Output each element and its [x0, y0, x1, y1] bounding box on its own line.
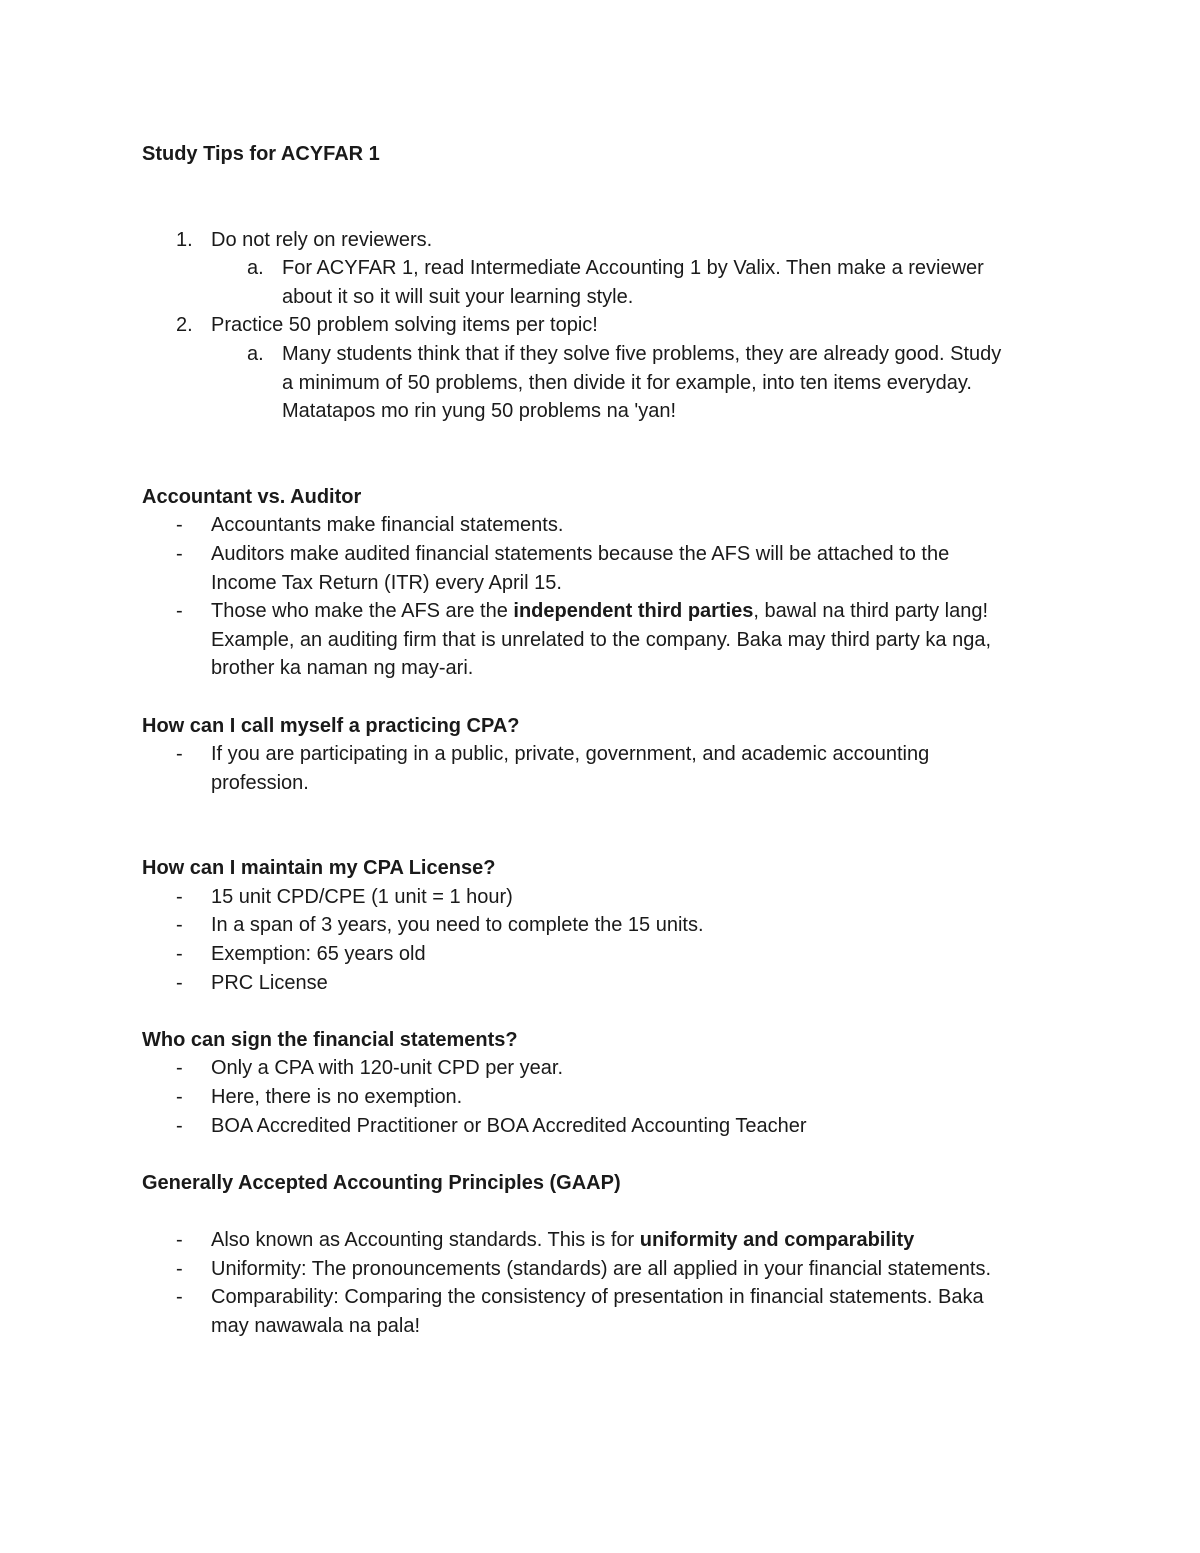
bullet-item	[142, 969, 1072, 998]
bold-text: independent third parties	[513, 600, 754, 623]
bullet-marker: -	[176, 542, 183, 565]
list-marker: 2.	[176, 314, 193, 337]
bullet-line: profession.	[211, 771, 309, 794]
bullet-marker: -	[176, 971, 183, 994]
bullet-text: Those who make the AFS are the	[211, 600, 514, 623]
bullet-line: may nawawala na pala!	[211, 1314, 421, 1337]
bullet-item	[142, 1083, 1072, 1112]
bullet-text: , bawal na third party lang!	[753, 600, 989, 623]
bullet-item	[142, 883, 1072, 912]
spacer	[142, 1140, 1072, 1169]
bullet-marker: -	[176, 1229, 183, 1251]
list-item-text: Practice 50 problem solving items per topic!	[211, 314, 598, 337]
bullet-line	[211, 1226, 1072, 1255]
bullet-line: Comparability: Comparing the consistency of presentation in financial statements. Baka	[211, 1286, 984, 1309]
bullet-item	[142, 1255, 1072, 1284]
bullet-line	[211, 597, 1072, 626]
bullet-text: Only a CPA with 120-unit CPD per year.	[211, 1057, 564, 1080]
bullet-marker: -	[176, 1057, 183, 1080]
bullet-marker: -	[176, 1086, 183, 1109]
list-item-tip-1	[142, 226, 1072, 255]
bullet-text: 15 unit CPD/CPE (1 unit = 1 hour)	[211, 885, 513, 908]
bullet-line: Auditors make audited financial statements because the AFS will be attached to the	[211, 542, 950, 565]
bullet-text: Uniformity: The pronouncements (standards) are all applied in your financial statements.	[211, 1257, 992, 1280]
list-marker: 1.	[176, 228, 193, 251]
bullet-item	[142, 511, 1072, 540]
section-heading-gaap: Generally Accepted Accounting Principles (GAAP)	[142, 1171, 621, 1194]
bullet-text: Also known as Accounting standards. This is for	[211, 1229, 640, 1251]
bold-text: uniformity and comparability	[639, 1229, 915, 1251]
bullet-text: Here, there is no exemption.	[211, 1086, 463, 1109]
bullet-item	[142, 540, 1072, 597]
bullet-line: brother ka naman ng may-ari.	[211, 657, 474, 680]
spacer	[142, 1197, 1072, 1226]
bullet-line: Income Tax Return (ITR) every April 15.	[211, 571, 562, 594]
document-body	[142, 140, 1072, 1340]
section-heading-maintain-license: How can I maintain my CPA License?	[142, 857, 496, 880]
sub-line: about it so it will suit your learning style.	[282, 285, 634, 308]
sub-marker: a.	[247, 342, 264, 365]
bullet-text: BOA Accredited Practitioner or BOA Accredited Accounting Teacher	[211, 1114, 807, 1137]
section-heading-accountant-vs-auditor: Accountant vs. Auditor	[142, 485, 362, 508]
sub-item-tip-1a	[142, 254, 1072, 311]
spacer	[142, 426, 1072, 483]
bullet-marker: -	[176, 514, 183, 537]
bullet-marker: -	[176, 1286, 183, 1309]
bullet-item	[142, 1112, 1072, 1141]
bullet-text: PRC License	[211, 971, 328, 994]
bullet-text: Exemption: 65 years old	[211, 943, 426, 966]
bullet-item	[142, 1226, 1072, 1255]
sub-marker: a.	[247, 257, 264, 280]
section-heading-practicing-cpa: How can I call myself a practicing CPA?	[142, 714, 520, 737]
page-title: Study Tips for ACYFAR 1	[142, 143, 380, 165]
list-item-text: Do not rely on reviewers.	[211, 228, 433, 251]
spacer	[142, 169, 1072, 226]
sub-item-tip-2a	[142, 340, 1072, 426]
bullet-item	[142, 911, 1072, 940]
sub-line: For ACYFAR 1, read Intermediate Accounting 1 by Valix. Then make a reviewer	[282, 257, 984, 280]
sub-line: a minimum of 50 problems, then divide it for example, into ten items everyday.	[282, 371, 972, 394]
section-heading-sign-statements: Who can sign the financial statements?	[142, 1028, 518, 1051]
bullet-marker: -	[176, 914, 183, 937]
bullet-marker: -	[176, 943, 183, 966]
sub-line: Matatapos mo rin yung 50 problems na 'yan!	[282, 400, 677, 423]
bullet-text: Accountants make financial statements.	[211, 514, 564, 537]
bullet-line: If you are participating in a public, private, government, and academic accounting	[211, 743, 930, 766]
bullet-marker: -	[176, 885, 183, 908]
bullet-marker: -	[176, 600, 183, 623]
spacer	[142, 997, 1072, 1026]
spacer	[142, 683, 1072, 712]
bullet-marker: -	[176, 1257, 183, 1280]
bullet-text: In a span of 3 years, you need to complete the 15 units.	[211, 914, 704, 937]
list-item-tip-2	[142, 311, 1072, 340]
bullet-item	[142, 1283, 1072, 1340]
bullet-item	[142, 740, 1072, 797]
spacer	[142, 797, 1072, 854]
bullet-marker: -	[176, 1114, 183, 1137]
bullet-marker: -	[176, 743, 183, 766]
bullet-line: Example, an auditing firm that is unrelated to the company. Baka may third party ka nga,	[211, 628, 992, 651]
bullet-item	[142, 940, 1072, 969]
sub-line: Many students think that if they solve five problems, they are already good. Study	[282, 342, 1002, 365]
bullet-item	[142, 597, 1072, 683]
bullet-item	[142, 1054, 1072, 1083]
